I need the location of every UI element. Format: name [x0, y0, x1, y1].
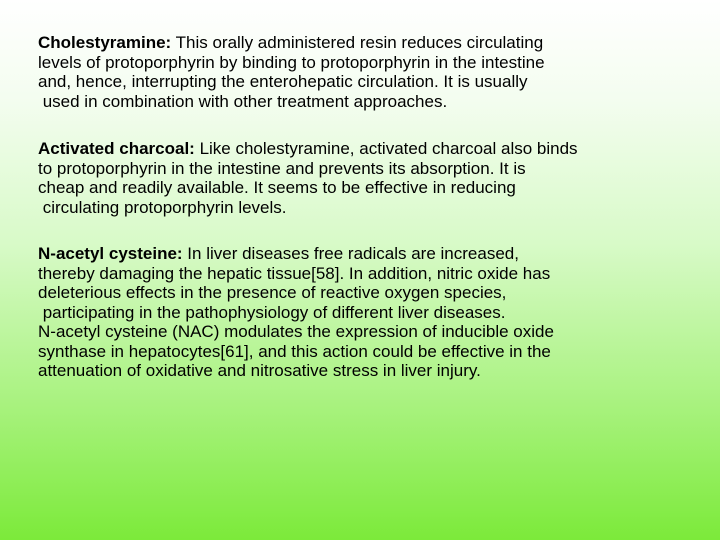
paragraph-text: This orally administered resin reduces circulating	[171, 33, 544, 52]
paragraph-line: attenuation of oxidative and nitrosative stress in liver injury.	[38, 361, 481, 380]
paragraph-line	[38, 244, 698, 264]
paragraph-cholestyramine	[38, 33, 698, 111]
paragraph-line: thereby damaging the hepatic tissue[58]. In addition, nitric oxide has	[38, 263, 551, 283]
paragraph-line	[38, 33, 698, 53]
paragraph-line: levels of protoporphyrin by binding to protoporphyrin in the intestine	[38, 52, 545, 72]
paragraph-term: Cholestyramine:	[38, 33, 172, 52]
paragraph-line: and, hence, interrupting the enterohepatic circulation. It is usually	[38, 72, 528, 91]
paragraph-line: circulating protoporphyrin levels.	[38, 197, 287, 217]
paragraph-term: N-acetyl cysteine:	[38, 244, 183, 263]
paragraph-term: Activated charcoal:	[38, 139, 195, 158]
paragraph-line: used in combination with other treatment approaches.	[38, 91, 448, 111]
paragraph-line	[38, 139, 698, 159]
paragraph-n-acetyl-cysteine	[38, 244, 698, 381]
paragraph-text: Like cholestyramine, activated charcoal also binds	[194, 139, 578, 158]
paragraph-line: deleterious effects in the presence of reactive oxygen species,	[38, 283, 507, 302]
paragraph-line: synthase in hepatocytes[61], and this action could be effective in the	[38, 341, 551, 361]
paragraph-line: N-acetyl cysteine (NAC) modulates the expression of inducible oxide	[38, 322, 554, 341]
paragraph-activated-charcoal	[38, 139, 698, 217]
paragraph-line: to protoporphyrin in the intestine and prevents its absorption. It is	[38, 158, 526, 178]
paragraph-line: participating in the pathophysiology of different liver diseases.	[38, 302, 506, 322]
paragraph-text: In liver diseases free radicals are increased,	[182, 244, 519, 263]
paragraph-line: cheap and readily available. It seems to be effective in reducing	[38, 178, 516, 197]
